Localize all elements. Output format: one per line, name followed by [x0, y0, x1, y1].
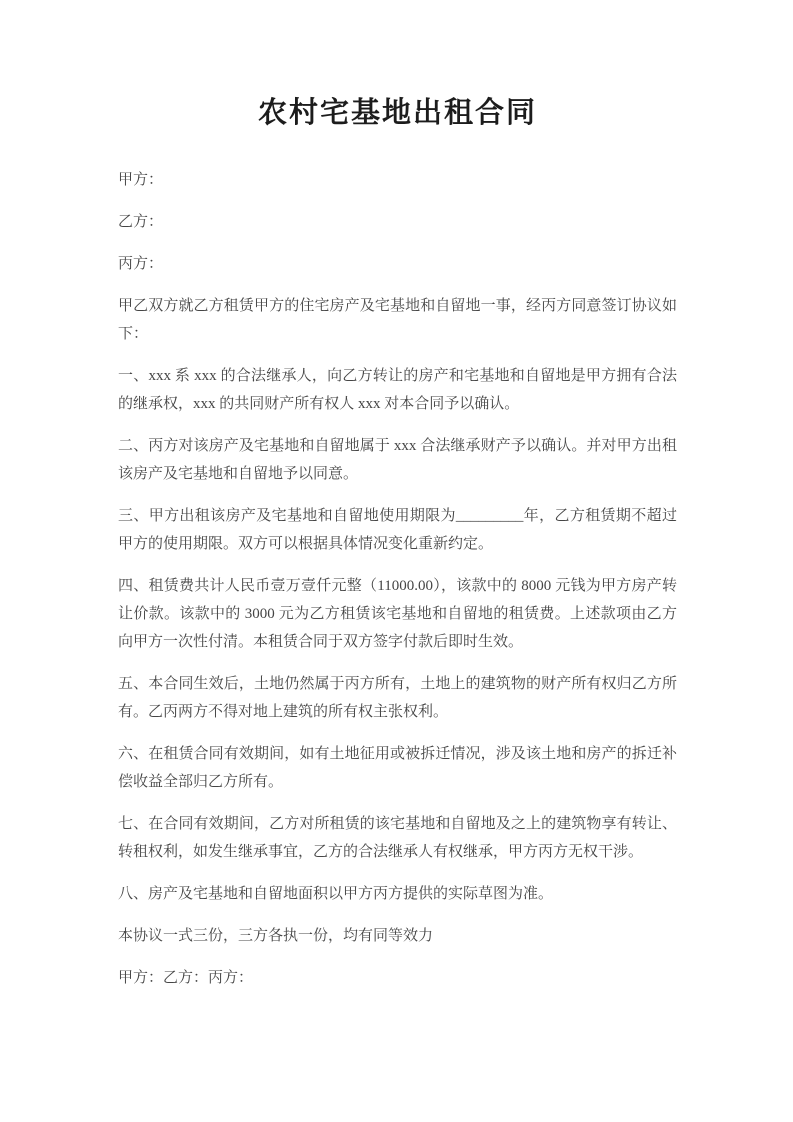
- clause-6: 六、在租赁合同有效期间，如有土地征用或被拆迁情况，涉及该土地和房产的拆迁补偿收益全部归乙方所有。: [118, 746, 677, 790]
- party-a-line: 甲方：: [118, 172, 164, 188]
- document-title: 农村宅基地出租合同: [257, 95, 537, 129]
- clause-7: 七、在合同有效期间，乙方对所租赁的该宅基地和自留地及之上的建筑物享有转让、转租权利，如发生继承事宜，乙方的合法继承人有权继承，甲方丙方无权干涉。: [118, 816, 677, 860]
- clause-8: 八、房产及宅基地和自留地面积以甲方丙方提供的实际草图为准。: [118, 886, 554, 902]
- clause-5: 五、本合同生效后，土地仍然属于丙方所有，土地上的建筑物的财产所有权归乙方所有。乙丙两方不得对地上建筑的所有权主张权利。: [118, 676, 677, 720]
- clause-1: 一、xxx 系 xxx 的合法继承人，向乙方转让的房产和宅基地和自留地是甲方拥有合法的继承权，xxx 的共同财产所有权人 xxx 对本合同予以确认。: [118, 368, 677, 412]
- party-b-line: 乙方：: [118, 214, 164, 230]
- signature-line: 甲方：乙方：丙方：: [118, 970, 254, 986]
- clause-4: 四、租赁费共计人民币壹万壹仟元整（11000.00），该款中的 8000 元钱为甲方房产转让价款。该款中的 3000 元为乙方租赁该宅基地和自留地的租赁费。上述款项由乙方向甲方一次性付清。本租赁合同于双方签字付款后即时生效。: [118, 578, 677, 650]
- copies-note: 本协议一式三份，三方各执一份，均有同等效力: [118, 928, 434, 944]
- party-c-line: 丙方：: [118, 256, 164, 272]
- clause-2: 二、丙方对该房产及宅基地和自留地属于 xxx 合法继承财产予以确认。并对甲方出租该房产及宅基地和自留地予以同意。: [118, 438, 677, 482]
- preamble-paragraph: 甲乙双方就乙方租赁甲方的住宅房产及宅基地和自留地一事，经丙方同意签订协议如下：: [118, 298, 677, 342]
- clause-3: 三、甲方出租该房产及宅基地和自留地使用期限为_________年，乙方租赁期不超过甲方的使用期限。双方可以根据具体情况变化重新约定。: [118, 508, 677, 552]
